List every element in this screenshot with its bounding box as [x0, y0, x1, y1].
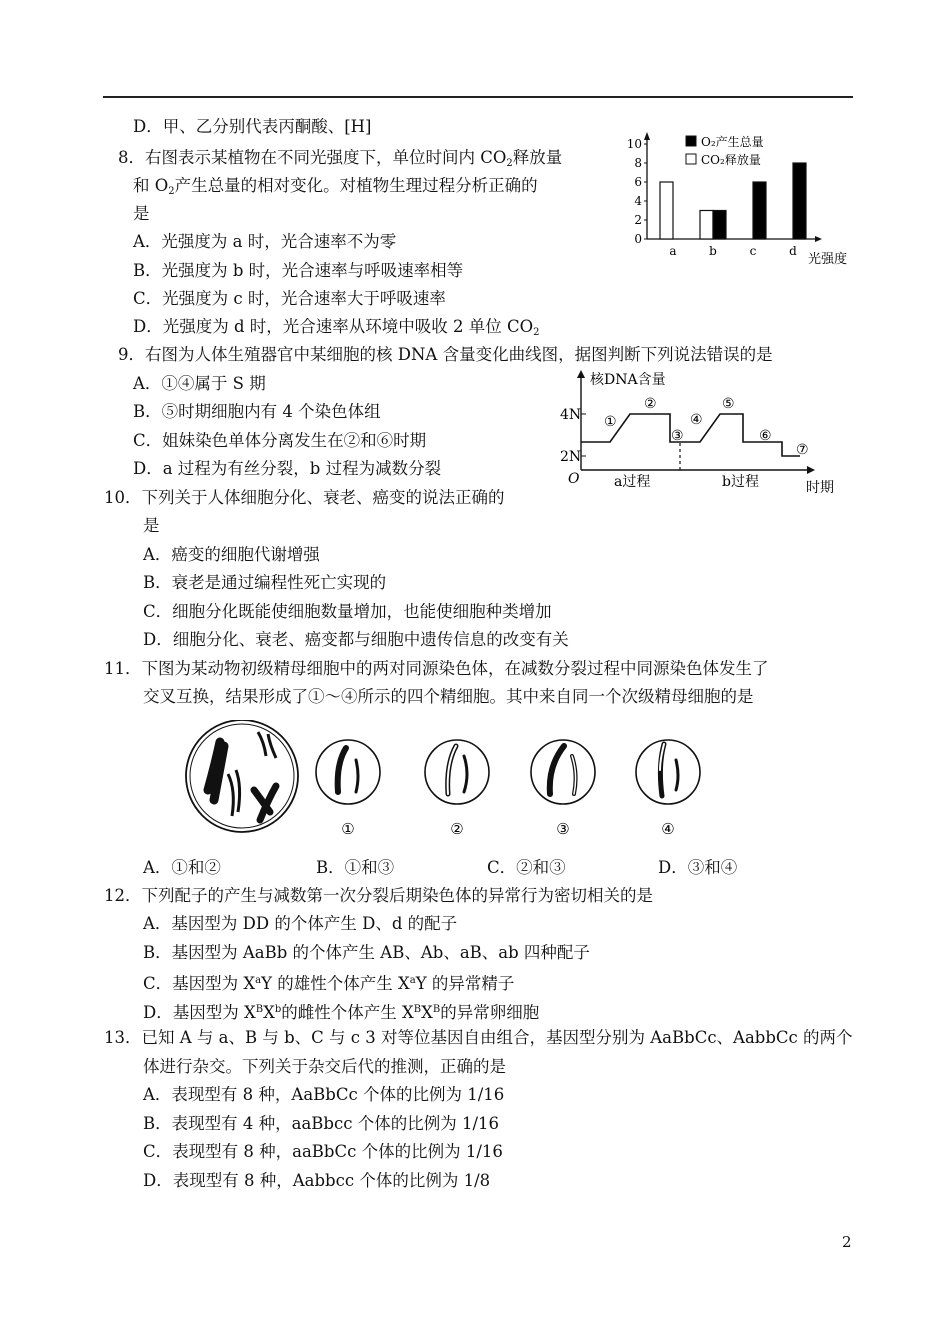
q11-option-b: B．①和③	[316, 858, 395, 877]
legend-label-o2: O₂产生总量	[701, 135, 764, 149]
q13-option-c: C．表现型有 8 种，aaBbCc 个体的比例为 1/16	[143, 1142, 503, 1161]
q9-option-d: D．a 过程为有丝分裂，b 过程为减数分裂	[133, 459, 442, 478]
legend-label-co2: CO₂释放量	[701, 153, 761, 167]
dna-mark-1: ①	[604, 414, 617, 430]
q11-option-c: C．②和③	[487, 858, 566, 877]
chart-y-tick-label: 2	[634, 213, 642, 227]
sperm-cell-4	[636, 740, 700, 838]
chart-bar-o2-d	[793, 163, 806, 239]
dna-phase-b: b过程	[722, 474, 759, 490]
q8-stem-2: 和 $O_2$产生总量的相对变化。对植物生理过程分析正确的	[133, 176, 538, 197]
chart-y-tick-label: 10	[626, 137, 642, 151]
cell-label-4: ④	[661, 820, 675, 838]
q13-stem-2: 体进行杂交。下列关于杂交后代的推测，正确的是	[143, 1057, 506, 1076]
dna-y-arrow	[577, 370, 585, 378]
sperm-cell-2	[425, 740, 489, 838]
chart-bar-co2-a	[660, 182, 673, 239]
cell-label-1: ①	[341, 820, 355, 838]
dna-content-curve	[560, 366, 850, 500]
legend-swatch-o2	[686, 136, 696, 146]
dna-x-arrow	[807, 466, 815, 474]
q9-option-c: C．姐妹染色单体分离发生在②和⑥时期	[133, 431, 427, 450]
chart-category-label: b	[709, 244, 717, 258]
chart-y-arrow	[644, 132, 650, 140]
chart-legend	[686, 134, 764, 167]
chart-y-tick-label: 0	[634, 232, 642, 246]
q12-option-b: B．基因型为 AaBb 的个体产生 AB、Ab、aB、ab 四种配子	[143, 943, 590, 962]
page-number: 2	[842, 1233, 852, 1251]
q10-stem-2: 是	[143, 516, 160, 535]
chart-bar-o2-b	[713, 211, 726, 240]
dna-phase-a: a过程	[614, 474, 651, 490]
chart-x-categories	[669, 244, 797, 258]
q12-option-c: C．基因型为 $X^aY$ 的雄性个体产生 $X^aY$ 的异常精子	[143, 974, 515, 993]
q13-option-d: D．表现型有 8 种，Aabbcc 个体的比例为 1/8	[143, 1171, 491, 1190]
chart-bar-co2-b	[700, 211, 713, 240]
q12-stem: 12．下列配子的产生与减数第一次分裂后期染色体的异常行为密切相关的是	[104, 886, 653, 905]
q11-option-d: D．③和④	[658, 858, 738, 877]
chart-category-label: d	[789, 244, 797, 258]
chart-x-label: 光强度	[808, 252, 848, 267]
light-intensity-bar-chart	[620, 124, 860, 270]
dna-x-label: 时期	[806, 480, 834, 496]
chart-category-label: a	[669, 244, 677, 258]
q9-option-a: A．①④属于 S 期	[133, 374, 266, 393]
q13-option-a: A．表现型有 8 种，AaBbCc 个体的比例为 1/16	[143, 1085, 505, 1104]
dna-mark-5: ⑤	[722, 396, 735, 412]
primary-spermatocyte-cell	[186, 720, 298, 832]
dna-mark-6: ⑥	[759, 428, 772, 444]
dna-y-label: 核DNA含量	[590, 372, 666, 388]
chart-bars	[660, 163, 806, 239]
q10-option-d: D．细胞分化、衰老、癌变都与细胞中遗传信息的改变有关	[143, 630, 569, 649]
q9-option-b: B．⑤时期细胞内有 4 个染色体组	[133, 402, 381, 421]
q9-stem: 9．右图为人体生殖器官中某细胞的核 DNA 含量变化曲线图，据图判断下列说法错误的是	[118, 345, 773, 364]
q8-option-a: A．光强度为 a 时，光合速率不为零	[133, 232, 397, 251]
dna-origin: O	[568, 471, 580, 487]
meiosis-cells-figure	[180, 720, 720, 842]
header-rule	[103, 96, 853, 98]
q10-option-a: A．癌变的细胞代谢增强	[143, 545, 320, 564]
chart-category-label: c	[749, 244, 757, 258]
q11-option-a: A．①和②	[143, 858, 221, 877]
q10-stem: 10．下列关于人体细胞分化、衰老、癌变的说法正确的	[104, 488, 505, 507]
q13-stem: 13．已知 A 与 a、B 与 b、C 与 c 3 对等位基因自由组合，基因型分别为 AaBbCc、AabbCc 的两个	[104, 1028, 853, 1047]
q12-option-d: D．基因型为 $X^BX^b$的雌性个体产生 $X^BX^B$的异常卵细胞	[143, 1003, 540, 1022]
q8-stem: 8．右图表示某植物在不同光强度下，单位时间内 $CO_2$释放量	[118, 148, 563, 169]
sperm-cell-3	[531, 740, 595, 838]
legend-swatch-co2	[686, 154, 696, 164]
chart-y-tick-label: 6	[634, 175, 642, 189]
chart-y-tick-label: 8	[634, 156, 642, 170]
q8-option-d: D．光强度为 d 时，光合速率从环境中吸收 2 单位 $CO_2$	[133, 317, 540, 338]
q8-option-c: C．光强度为 c 时，光合速率大于呼吸速率	[133, 289, 446, 308]
dna-mark-4: ④	[690, 412, 703, 428]
q8-stem-3: 是	[133, 204, 150, 223]
q11-stem: 11．下图为某动物初级精母细胞中的两对同源染色体，在减数分裂过程中同源染色体发生了	[104, 659, 769, 678]
cell-label-2: ②	[450, 820, 464, 838]
dna-4n-label: 4N	[560, 407, 582, 423]
q10-option-c: C．细胞分化既能使细胞数量增加，也能使细胞种类增加	[143, 602, 552, 621]
chart-x-arrow	[815, 236, 822, 242]
chart-y-ticks	[627, 137, 647, 246]
q13-option-b: B．表现型有 4 种，aaBbcc 个体的比例为 1/16	[143, 1114, 499, 1133]
q12-option-a: A．基因型为 DD 的个体产生 D、d 的配子	[143, 914, 458, 933]
q11-stem-2: 交叉互换，结果形成了①～④所示的四个精细胞。其中来自同一个次级精母细胞的是	[143, 687, 754, 706]
dna-mark-7: ⑦	[796, 442, 809, 458]
dna-2n-label: 2N	[560, 449, 582, 465]
q10-option-b: B．衰老是通过编程性死亡实现的	[143, 573, 387, 592]
cell-label-3: ③	[556, 820, 570, 838]
chart-y-tick-label: 4	[634, 194, 642, 208]
dna-mark-3: ③	[671, 428, 684, 444]
sperm-cell-1	[316, 740, 380, 838]
q8-option-b: B．光强度为 b 时，光合速率与呼吸速率相等	[133, 261, 464, 280]
q7-option-d: D．甲、乙分别代表丙酮酸、[H]	[133, 117, 372, 136]
chart-bar-o2-c	[753, 182, 766, 239]
dna-mark-2: ②	[644, 396, 657, 412]
